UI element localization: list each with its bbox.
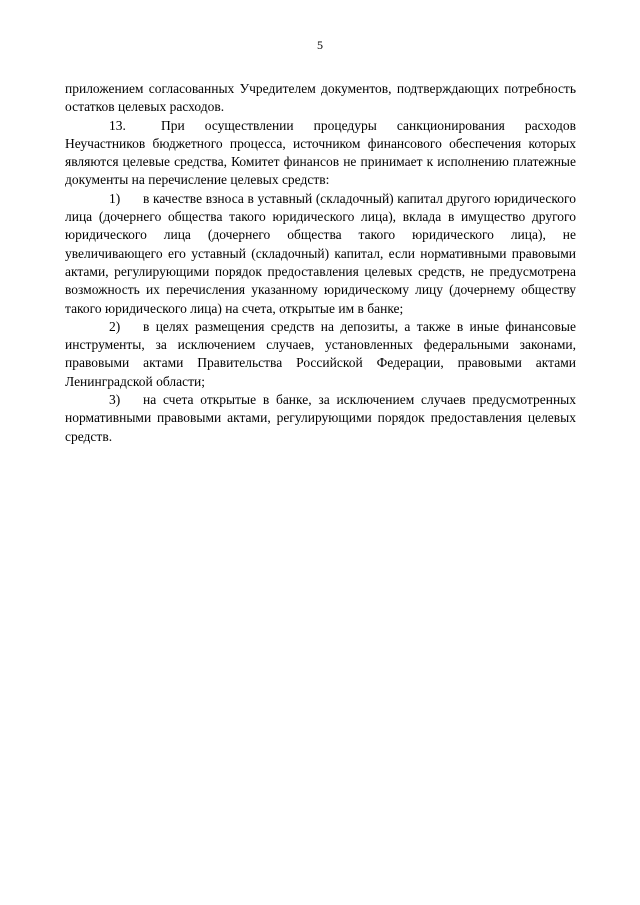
paragraph-13 [65, 117, 576, 190]
paragraph-number: 13. [109, 117, 126, 133]
list-item-text: в качестве взноса в уставный (складочный) капитал другого юридического лица (дочернего общества такого юридического лица), вклада в имущество другого юридического лица (дочернего общества такого юридического лица), не увеличивающего его уставный (складочный) капитал, если нормативными правовыми актами, регулирующими порядок предоставления целевых средств, не предусмотрена возможность их перечисления указанному юридическому лицу (дочернему обществу такого юридического лица) на счета, открытые им в банке; [65, 190, 576, 316]
page-number: 5 [317, 38, 323, 52]
list-item-2 [65, 318, 576, 391]
paragraph-continuation [65, 80, 576, 117]
list-item-3 [65, 391, 576, 446]
list-item-number: 2) [109, 318, 121, 334]
list-item-number: 3) [109, 392, 121, 408]
document-body [65, 80, 576, 446]
list-item-number: 1) [109, 190, 121, 206]
list-item-1 [65, 190, 576, 318]
paragraph-text: При осуществлении процедуры санкционирования расходов Неучастников бюджетного процесса, источником финансового обеспечения которых являются целевые средства, Комитет финансов не принимает к исполнению платежные документы на перечисление целевых средств: [65, 117, 576, 188]
paragraph-text: приложением согласованных Учредителем документов, подтверждающих потребность остатков целевых расходов. [65, 81, 576, 115]
list-item-text: на счета открытые в банке, за исключением случаев предусмотренных нормативными правовыми актами, регулирующими порядок предоставления целевых средств. [65, 392, 576, 444]
list-item-text: в целях размещения средств на депозиты, а также в иные финансовые инструменты, за исключением случаев, установленных федеральными законами, правовыми актами Правительства Российской Федерации, правовыми актами Ленинградской области; [65, 318, 576, 389]
